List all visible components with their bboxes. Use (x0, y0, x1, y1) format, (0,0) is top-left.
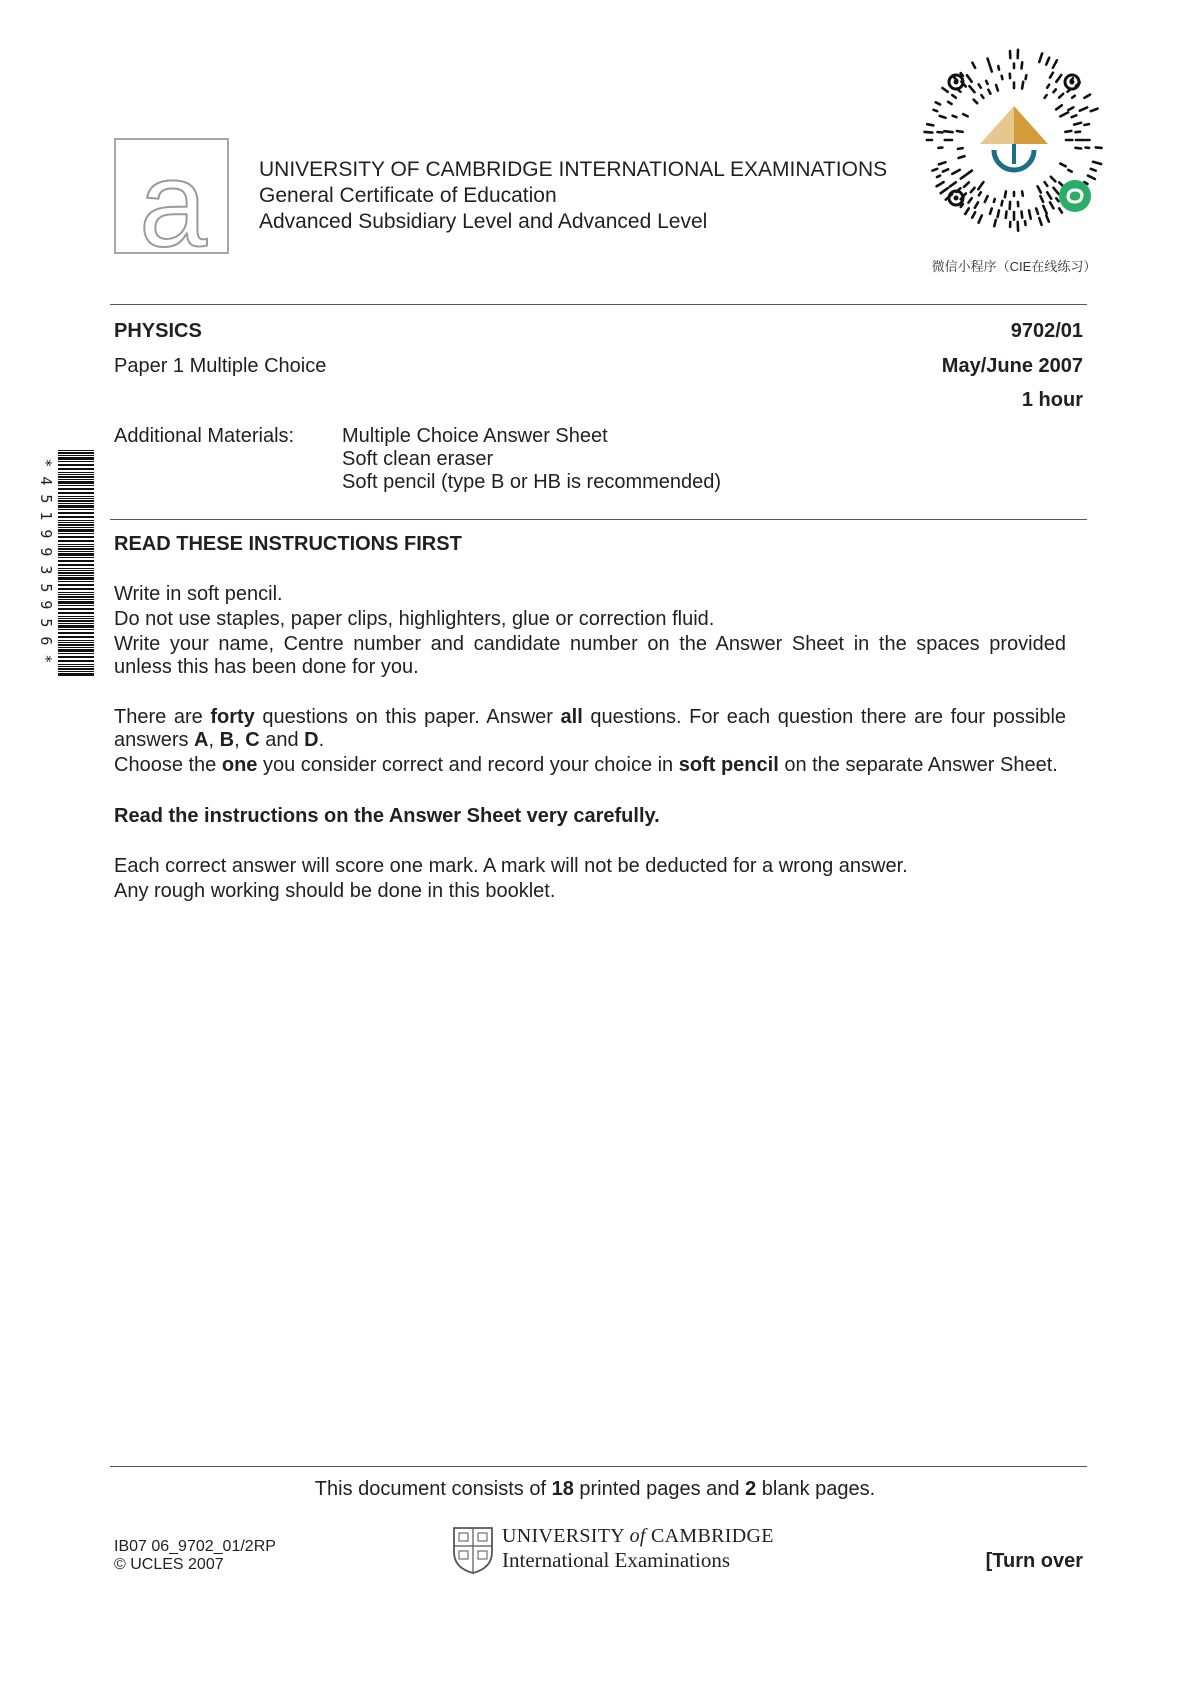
barcode-bar (58, 623, 94, 624)
qr-dash (1022, 191, 1023, 195)
paper-code: 9702/01 (1010, 320, 1083, 342)
barcode-bar (58, 512, 94, 514)
qr-dash (1065, 131, 1071, 132)
barcode-digit: 9 (36, 547, 55, 557)
barcode-bar (58, 500, 94, 502)
qr-dash (965, 208, 969, 214)
qr-dash (1038, 186, 1041, 192)
barcode-bar (58, 522, 94, 523)
barcode-bar (58, 564, 94, 566)
barcode-digit: 5 (36, 493, 55, 504)
barcode-bar (58, 592, 94, 593)
qr-dash (1047, 85, 1049, 88)
qr-caption: 微信小程序（CIE在线练习） (931, 259, 1097, 274)
qr-dash (990, 209, 992, 214)
qr-dash (974, 100, 978, 104)
qr-dash (1046, 58, 1049, 65)
barcode-bar (58, 601, 94, 604)
qr-dash (994, 199, 995, 202)
qr-dash (938, 132, 943, 133)
qr-dash (934, 110, 938, 111)
barcode-number (34, 454, 56, 668)
qr-dash (1045, 95, 1047, 98)
barcode-bar (58, 536, 94, 538)
qr-dash (1039, 218, 1041, 225)
qr-dash (1091, 109, 1098, 112)
barcode-bar (58, 527, 94, 528)
barcode-bar (58, 548, 94, 550)
qr-dash (943, 169, 948, 171)
barcode-bar (58, 455, 94, 456)
university-line: UNIVERSITY OF CAMBRIDGE INTERNATIONAL EXAMINATIONS (259, 158, 888, 181)
barcode-bar (58, 557, 94, 558)
qr-dash (1068, 170, 1071, 172)
mini-program-qr-code (922, 48, 1106, 232)
qr-dash (925, 132, 933, 133)
barcode-bar (58, 533, 94, 534)
qr-dash (1084, 95, 1090, 98)
qr-dash (1059, 208, 1062, 212)
document-reference: IB07 06_9702_01/2RP (114, 1538, 276, 1555)
qr-dash (936, 102, 940, 104)
qr-dash (1074, 123, 1081, 125)
barcode-digit: 5 (36, 618, 55, 628)
qr-dash (937, 182, 944, 186)
logo-letter: a (139, 140, 207, 256)
qr-dash (952, 170, 959, 174)
qr-dash (986, 81, 987, 84)
barcode-bar (58, 472, 94, 473)
page-count-statement: This document consists of 18 printed pages and 2 blank pages. (314, 1478, 876, 1500)
qr-dash (1022, 212, 1023, 218)
qr-dash (1040, 196, 1043, 202)
materials-item: Multiple Choice Answer Sheet (342, 425, 608, 447)
qr-dash (972, 63, 975, 68)
materials-item: Soft clean eraser (342, 448, 494, 470)
barcode-bar (58, 503, 94, 504)
qr-dash (1096, 147, 1102, 148)
barcode-bar (58, 551, 94, 552)
barcode-digit: 6 (36, 636, 55, 646)
qr-dash (944, 131, 952, 132)
barcode-bar (58, 553, 94, 556)
barcode-bar (58, 577, 94, 580)
candidate-barcode (58, 450, 94, 676)
qr-dash (948, 102, 952, 104)
barcode-bar (58, 450, 94, 451)
qr-dash (939, 162, 946, 164)
qr-dash (941, 188, 948, 193)
barcode-bar (58, 664, 94, 665)
materials-item: Soft pencil (type B or HB is recommended) (342, 471, 722, 493)
qr-dash (1045, 182, 1048, 186)
centre-logo-box (114, 138, 229, 254)
qr-dash (1059, 94, 1063, 98)
barcode-bar (58, 474, 94, 475)
exam-duration: 1 hour (1021, 389, 1083, 411)
qr-dash (933, 169, 938, 171)
barcode-bar (58, 640, 94, 641)
qr-dash (969, 86, 974, 92)
footer-divider (110, 1466, 1087, 1467)
qr-dash (1029, 210, 1031, 218)
instruction-line: Each correct answer will score one mark. A mark will not be deducted for a wrong answer. (114, 855, 908, 877)
copyright-notice: © UCLES 2007 (114, 1556, 224, 1573)
paper-title: Paper 1 Multiple Choice (114, 355, 327, 377)
qr-dash (1046, 215, 1049, 221)
barcode-bar (58, 588, 94, 590)
qr-dash (1036, 209, 1038, 214)
barcode-bar (58, 618, 94, 619)
barcode-bar (58, 520, 94, 521)
instruction-line: There are forty questions on this paper. Answer all questions. For each question there are four possible answers A, B, C and D. (114, 706, 1067, 751)
instruction-line: Write your name, Centre number and candidate number on the Answer Sheet in the spaces provided unless this has been done for you. (114, 633, 1066, 678)
qr-dash (971, 188, 975, 192)
ucie-wordmark-line-1: UNIVERSITY of CAMBRIDGE (502, 1525, 774, 1547)
barcode-bar (58, 479, 94, 480)
ucie-wordmark-line-2: International Examinations (502, 1548, 731, 1572)
barcode-bar (58, 481, 94, 484)
barcode-bar (58, 671, 94, 672)
barcode-bar (58, 468, 94, 470)
qr-dash (975, 202, 978, 207)
qr-dash (1068, 107, 1073, 110)
barcode-bar (58, 629, 94, 630)
qr-dash (1080, 107, 1087, 110)
qr-dash (943, 88, 948, 92)
qr-dash (1051, 177, 1056, 182)
certificate-line: General Certificate of Education (259, 184, 557, 207)
qr-dash (1072, 96, 1075, 98)
qr-dash (1039, 54, 1042, 63)
barcode-bar (58, 666, 94, 667)
barcode-bar (58, 568, 94, 569)
qr-dash (998, 66, 999, 70)
barcode-digit: 9 (36, 600, 55, 610)
barcode-bar (58, 673, 94, 676)
barcode-bar (58, 540, 94, 542)
qr-dash (940, 116, 946, 118)
qr-dash (1072, 115, 1077, 117)
qr-dash (1050, 73, 1053, 78)
qr-dash (1025, 221, 1026, 225)
qr-dash (1060, 164, 1065, 167)
qr-dash (985, 196, 988, 202)
qr-dash (1047, 192, 1051, 198)
qr-dash (1056, 105, 1062, 109)
barcode-bar (58, 529, 94, 532)
barcode-bar (58, 452, 94, 454)
barcode-bar (58, 656, 94, 658)
barcode-bar (58, 485, 94, 486)
materials-label: Additional Materials: (114, 425, 295, 447)
barcode-bar (58, 496, 94, 497)
turn-over-label: [Turn over (985, 1550, 1083, 1572)
barcode-bar (58, 594, 94, 595)
qr-dash (953, 116, 957, 118)
exam-session: May/June 2007 (941, 355, 1083, 377)
barcode-bar (58, 570, 94, 571)
barcode-bar (58, 498, 94, 499)
barcode-bar (58, 620, 94, 622)
barcode-bar (58, 596, 94, 598)
qr-dash (1056, 75, 1061, 82)
instructions-divider (110, 519, 1087, 520)
qr-dash (1091, 169, 1096, 171)
barcode-bar (58, 599, 94, 600)
qr-dash (969, 198, 972, 202)
materials-list (342, 425, 721, 494)
barcode-digit: 3 (36, 565, 55, 575)
qr-dash (965, 171, 972, 176)
barcode-bar (58, 649, 94, 652)
qr-dash (1054, 188, 1060, 195)
qr-dash (1026, 75, 1027, 79)
barcode-bar (58, 524, 94, 526)
barcode-bar (58, 457, 94, 460)
qr-dash (1076, 132, 1081, 133)
barcode-bar (58, 653, 94, 654)
barcode-bar (58, 560, 94, 562)
barcode-digit: 4 (36, 476, 55, 486)
instruction-line: Do not use staples, paper clips, highlighters, glue or correction fluid. (114, 608, 715, 630)
barcode-bar (58, 581, 94, 582)
qr-dash (979, 192, 981, 195)
answer-sheet-warning: Read the instructions on the Answer Sheet very carefully. (114, 805, 660, 827)
qr-dash (1084, 124, 1089, 125)
barcode-bar (58, 546, 94, 547)
instructions-paragraph-2 (114, 706, 1066, 777)
barcode-bar (58, 668, 94, 670)
qr-dash (1076, 148, 1082, 149)
qr-dash (989, 64, 992, 72)
qr-dash (961, 176, 964, 178)
header-divider (110, 304, 1087, 305)
qr-dash (950, 182, 956, 186)
barcode-bar (58, 488, 94, 490)
barcode-bar (58, 647, 94, 648)
qr-dash (1005, 191, 1006, 197)
university-heading (259, 157, 919, 235)
barcode-bar (58, 476, 94, 478)
barcode-bar (58, 575, 94, 576)
qr-dash (988, 90, 990, 94)
qr-dash (1050, 202, 1054, 208)
instruction-line: Any rough working should be done in this booklet. (114, 880, 556, 902)
barcode-bar (58, 642, 94, 643)
barcode-bar (58, 608, 94, 610)
barcode-digit: * (36, 458, 55, 468)
instruction-line: Write in soft pencil. (114, 583, 283, 605)
document-code (114, 1538, 276, 1574)
qr-dash (979, 84, 981, 87)
barcode-bar (58, 492, 94, 494)
barcode-digit: 5 (36, 582, 55, 592)
qr-dash (1053, 60, 1057, 68)
qr-dash (1006, 212, 1007, 218)
barcode-bar (58, 509, 94, 510)
barcode-bar (58, 625, 94, 628)
cambridge-crest-icon (452, 1526, 494, 1574)
qr-dash (1043, 206, 1046, 214)
instructions-paragraph-1 (114, 583, 1066, 679)
barcode-bar (58, 660, 94, 662)
barcode-bar (58, 464, 94, 466)
qr-dash (988, 59, 989, 62)
barcode-digit: 9 (36, 529, 55, 539)
qr-dash (1002, 201, 1003, 206)
instructions-paragraph-4 (114, 855, 1066, 903)
qr-dash (1022, 62, 1023, 68)
qr-dash (959, 156, 965, 158)
barcode-bar (58, 505, 94, 508)
level-line: Advanced Subsidiary Level and Advanced Level (259, 210, 708, 233)
barcode-bar (58, 612, 94, 614)
barcode-bar (58, 461, 94, 462)
qr-dash (996, 85, 998, 91)
barcode-bar (58, 616, 94, 617)
qr-dash (927, 124, 933, 125)
qr-dash (978, 182, 983, 189)
barcode-bar (58, 605, 94, 606)
barcode-bar (58, 644, 94, 646)
instruction-line: Choose the one you consider correct and record your choice in soft pencil on the separate Answer Sheet. (114, 754, 1058, 776)
barcode-digit: 1 (36, 511, 55, 521)
barcode-bar (58, 516, 94, 518)
qr-dash (994, 220, 996, 226)
qr-dash (963, 114, 968, 116)
qr-dash (1088, 176, 1095, 179)
barcode-bar (58, 572, 94, 574)
barcode-bar (58, 632, 94, 634)
qr-dash (981, 95, 983, 98)
qr-dash (979, 215, 982, 222)
qr-dash (1056, 198, 1058, 201)
letter-a-logo (116, 140, 229, 254)
qr-dash (998, 210, 999, 217)
barcode-bar (58, 636, 94, 638)
qr-dash (1022, 82, 1023, 89)
subject-name: PHYSICS (114, 320, 202, 342)
qr-dash (967, 75, 972, 82)
barcode-bar (58, 584, 94, 586)
qr-dash (937, 176, 940, 178)
barcode-bar (58, 544, 94, 545)
barcode-digit: * (36, 654, 55, 664)
wechat-mini-program-icon (1059, 180, 1091, 212)
instructions-heading: READ THESE INSTRUCTIONS FIRST (114, 533, 462, 555)
qr-dash (1093, 162, 1101, 164)
qr-dash (1002, 76, 1003, 79)
qr-dash (957, 131, 963, 132)
qr-dash (958, 148, 963, 149)
qr-dash (1054, 89, 1056, 92)
qr-dash (964, 182, 969, 187)
qr-dash (972, 212, 975, 217)
qr-dash (952, 95, 956, 98)
qr-dash (1060, 112, 1068, 116)
